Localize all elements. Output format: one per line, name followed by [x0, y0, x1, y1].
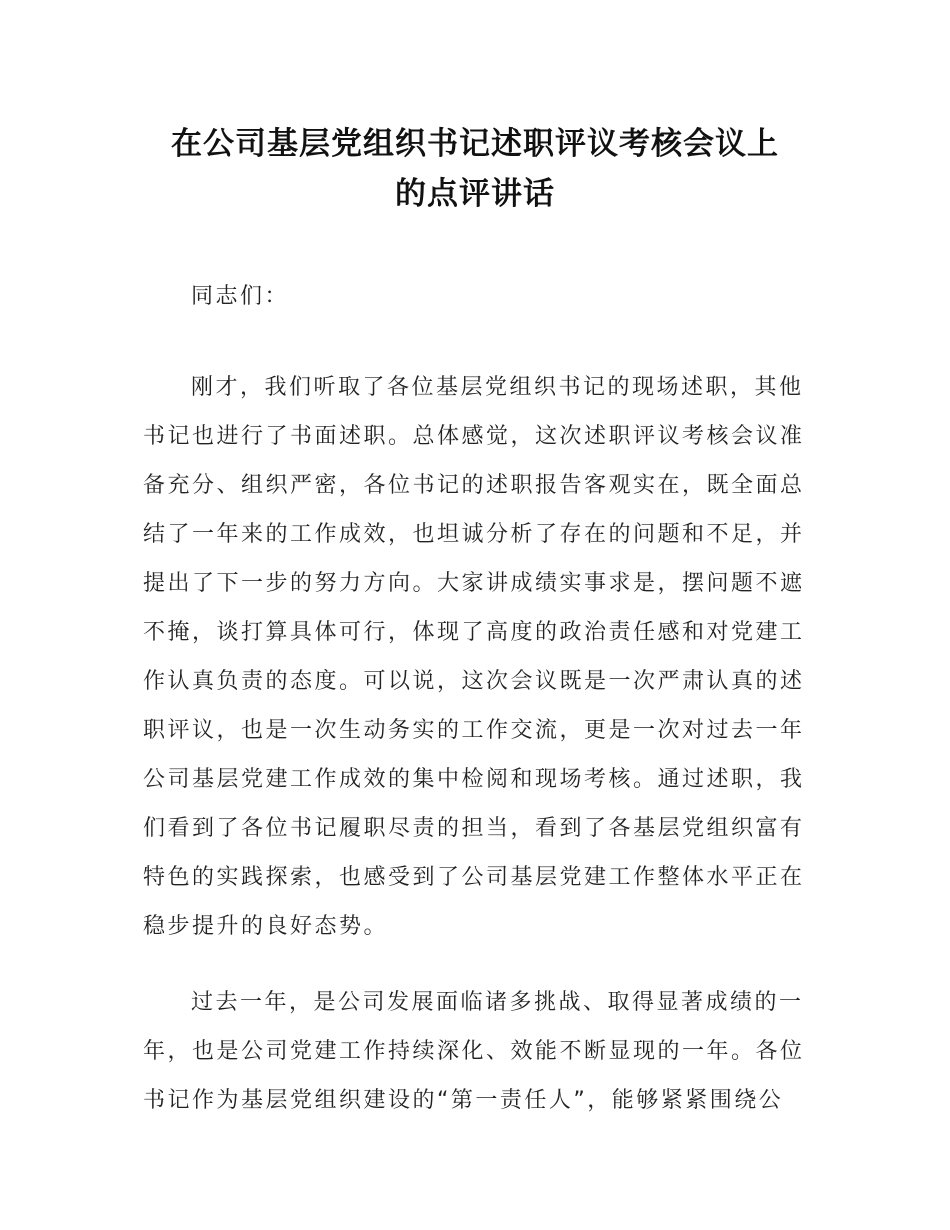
- paragraph-1-line: 职评议，也是一次生动务实的工作交流，更是一次对过去一年: [143, 718, 805, 743]
- paragraph-1-line: 结了一年来的工作成效，也坦诚分析了存在的问题和不足，并: [143, 522, 805, 547]
- paragraph-1-line: 稳步提升的良好态势。: [143, 914, 389, 939]
- paragraph-2-line: 书记作为基层党组织建设的“第一责任人”，能够紧紧围绕公: [143, 1088, 784, 1113]
- paragraph-1-line: 特色的实践探索，也感受到了公司基层党建工作整体水平正在: [143, 865, 805, 890]
- paragraph-1-line: 公司基层党建工作成效的集中检阅和现场考核。通过述职，我: [143, 767, 805, 792]
- paragraph-1-line: 们看到了各位书记履职尽责的担当，看到了各基层党组织富有: [143, 816, 805, 841]
- salutation: 同志们：: [191, 284, 290, 309]
- paragraph-2-line: 年，也是公司党建工作持续深化、效能不断显现的一年。各位: [143, 1039, 805, 1064]
- paragraph-1-line: 书记也进行了书面述职。总体感觉，这次述职评议考核会议准: [143, 424, 805, 449]
- paragraph-1-line: 刚才，我们听取了各位基层党组织书记的现场述职，其他: [191, 375, 804, 400]
- document-title-line-1: 在公司基层党组织书记述职评议考核会议上: [171, 126, 779, 162]
- document-title-line-2: 的点评讲话: [395, 176, 555, 212]
- paragraph-2-line: 过去一年，是公司发展面临诸多挑战、取得显著成绩的一: [191, 990, 804, 1015]
- paragraph-1-line: 提出了下一步的努力方向。大家讲成绩实事求是，摆问题不遮: [143, 571, 805, 596]
- paragraph-1-line: 作认真负责的态度。可以说，这次会议既是一次严肃认真的述: [143, 669, 805, 694]
- paragraph-1-line: 备充分、组织严密，各位书记的述职报告客观实在，既全面总: [143, 473, 805, 498]
- paragraph-1-line: 不掩，谈打算具体可行，体现了高度的政治责任感和对党建工: [143, 620, 805, 645]
